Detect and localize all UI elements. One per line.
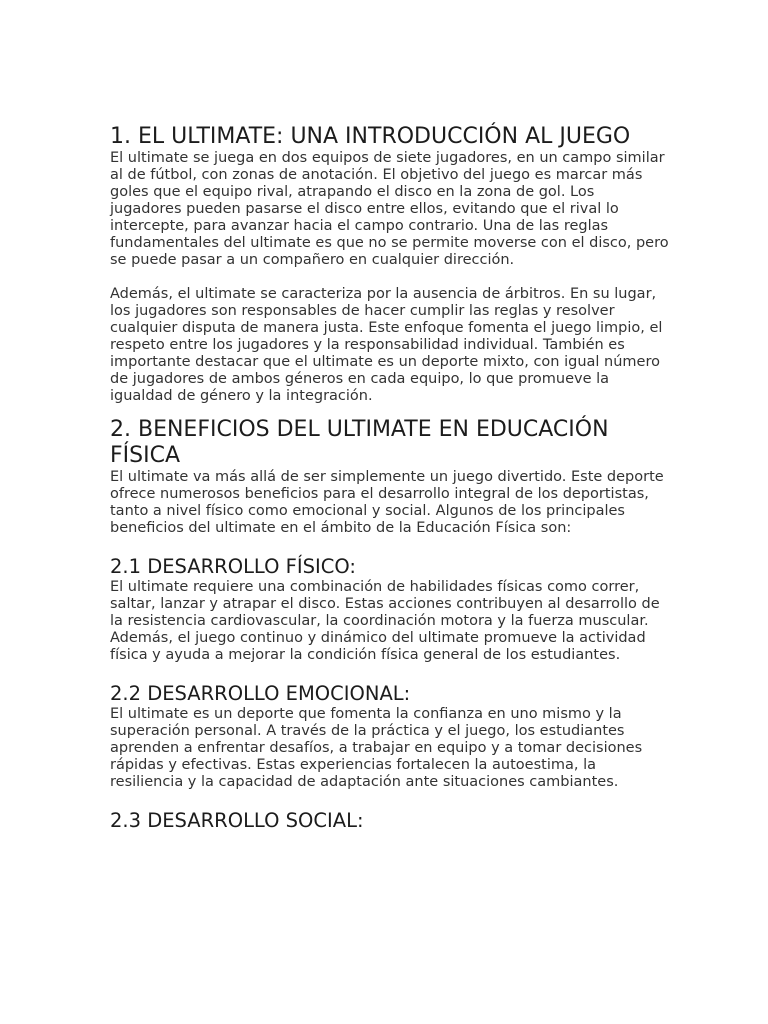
document-page xyxy=(110,124,670,833)
subsection-2-2-heading: 2.2 DESARROLLO EMOCIONAL: xyxy=(110,682,411,705)
subsection-2-3-heading: 2.3 DESARROLLO SOCIAL: xyxy=(110,809,364,832)
subsection-2-1-text: El ultimate requiere una combinación de habilidades físicas como correr, saltar, lanzar y atrapar el disco. Estas acciones contribuyen al desarrollo de la resistencia cardiovascular, la coordinación motora y la fuerza muscular. Además, el juego continuo y dinámico del ultimate promueve la actividad física y ayuda a mejorar la condición física general de los estudiantes. xyxy=(110,579,660,663)
subsection-2-1-heading: 2.1 DESARROLLO FÍSICO: xyxy=(110,555,356,578)
section-2-heading: 2. BENEFICIOS DEL ULTIMATE EN EDUCACIÓN FÍSICA xyxy=(110,417,609,468)
section-2-intro: El ultimate va más allá de ser simplemente un juego divertido. Este deporte ofrece numerosos beneficios para el desarrollo integral de los deportistas, tanto a nivel físico como emocional y social. Algunos de los principales beneficios del ultimate en el ámbito de la Educación Física son: xyxy=(110,469,664,536)
subsection-2-2-text: El ultimate es un deporte que fomenta la confianza en uno mismo y la superación personal. A través de la práctica y el juego, los estudiantes aprenden a enfrentar desafíos, a trabajar en equipo y a tomar decisiones rápidas y efectivas. Estas experiencias fortalecen la autoestima, la resiliencia y la capacidad de adaptación ante situaciones cambiantes. xyxy=(110,706,643,790)
section-1-heading: 1. EL ULTIMATE: UNA INTRODUCCIÓN AL JUEGO xyxy=(110,124,631,149)
section-1-paragraph-2: Además, el ultimate se caracteriza por la ausencia de árbitros. En su lugar, los jugadores son responsables de hacer cumplir las reglas y resolver cualquier disputa de manera justa. Este enfoque fomenta el juego limpio, el respeto entre los jugadores y la responsabilidad individual. También es importante destacar que el ultimate es un deporte mixto, con igual número de jugadores de ambos géneros en cada equipo, lo que promueve la igualdad de género y la integración. xyxy=(110,286,663,404)
section-1-paragraph-1: El ultimate se juega en dos equipos de siete jugadores, en un campo similar al de fútbol, con zonas de anotación. El objetivo del juego es marcar más goles que el equipo rival, atrapando el disco en la zona de gol. Los jugadores pueden pasarse el disco entre ellos, evitando que el rival lo intercepte, para avanzar hacia el campo contrario. Una de las reglas fundamentales del ultimate es que no se permite moverse con el disco, pero se puede pasar a un compañero en cualquier dirección. xyxy=(110,150,669,268)
